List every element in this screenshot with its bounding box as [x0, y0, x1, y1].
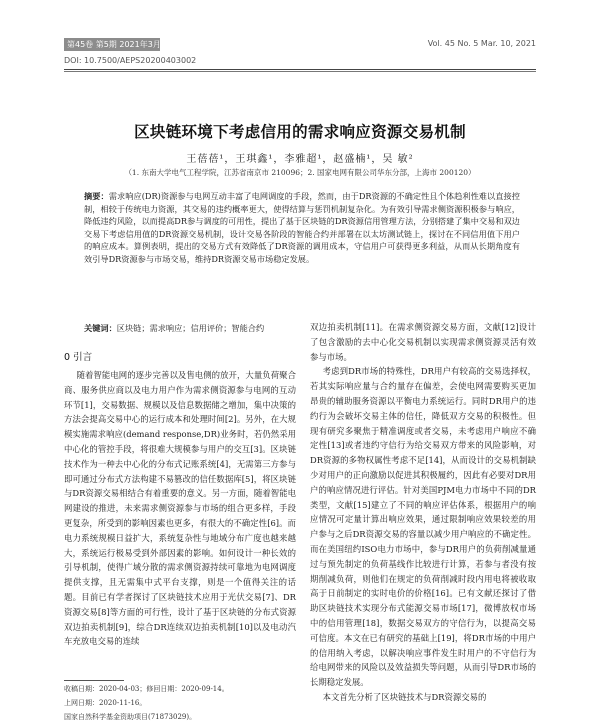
header-rule	[64, 69, 536, 70]
footnote-fund: 国家自然科学基金资助项目(71873029)。	[64, 713, 197, 721]
paragraph: 考虑到DR市场的特殊性，DR用户有较高的交易选择权，若其实际响应量与合约量存在偏差，会使电网需要购买更加昂贵的辅助服务资源以平衡电力系统运行。同时DR用户的违约行为会破坏交易主体的信任，降低双方交易的积极性。但现有研究多聚焦于精准调度或者交易，未考虑用户响应不确定性[13]或者违约守信行为给交易双方带来的风险影响，对DR资源的多物权属性考虑不足[14]，从而设计的交易机制缺少对用户的正向激励以促进其积极履约，因此有必要对DR用户的响应情况进行评估。针对美国PJM电力市场中不同的DR类型，文献[15]建立了不同的响应评估体系，根据用户的响应情况可定量计算出响应效果，通过限制响应效果较差的用户参与之后DR资源交易的容量以减少用户响应的不确定性。而在美国纽约ISO电力市场中，参与DR用户的负荷削减量通过与预先制定的负荷基线作比较进行计算，若参与者没有按期削减负荷，则他们在规定的负荷削减时段内用电将被收取高于日前制定的实时电价的价格[16]。已有文献还探讨了借助区块链技术实现分布式能源交易市场[17]，微博放权市场中的信用管理[18]，数据交易双方的守信行为，以提高交易可信度。本文在已有研究的基础上[19]，将DR市场的中用户的信用纳入考虑，以解决响应事件发生时用户的不守信行为给电网带来的风险以及效益损失等问题，从而引导DR市场的长期稳定发展。	[310, 366, 536, 688]
header-rule-thin	[64, 71, 536, 72]
footnote-online: 上网日期：2020-11-16。	[64, 699, 147, 707]
abstract-label: 摘要：	[84, 191, 109, 201]
body-column-left: 随着智能电网的逐步完善以及售电侧的放开，大量负荷聚合商、服务供应商以及电力用户作为需求侧资源参与电网的互动环节[1]，交易数据、规模以及信息数据储之增加，集中决策的方法会提高交易中心的运行成本和处理时间[2]。另外，在大规模实施需求响应(demand response,DR)业务时，若仍然采用中心化的管控手段，将很难大规模参与用户的交互[3]。区块链技术作为一种去中心化的分布式记账系统[4]，无需第三方参与即可通过分布式方法构建不易篡改的信任数据库[5]，将区块链与DR资源交易相结合有着重要的意义。另一方面，随着智能电网建设的推进，未来需求侧资源参与市场的组合更多样，手段更复杂，所受到的影响因素也更多，有很大的不确定性[6]。而电力系统规模日益扩大，系统复杂性与地域分布广度也越来越大，系统运行极易受到外部因素的影响。如何设计一种长效的引导机制，使得广域分散的需求侧资源持续可靠地为电网调度提供支撑，且无需集中式平台支撑，则是一个值得关注的话题。目前已有学者探讨了区块链技术应用于光伏交易[7]、DR资源交易[8]等方面的可行性，设计了基于区块链的分布式资源双边拍卖机制[9]，综合DR连续双边拍卖机制[10]以及电动汽车充放电交易的连续	[64, 370, 296, 647]
paragraph: 双边拍卖机制[11]。在需求侧资源交易方面，文献[12]设计了包含激励的去中心化交易机制以实现需求侧资源灵活有效参与市场。	[310, 322, 536, 362]
section-heading: 0 引言	[64, 352, 93, 363]
body-column-right	[310, 320, 536, 705]
footnote-received: 收稿日期：2020-04-03；修回日期：2020-09-14。	[64, 685, 229, 693]
keywords-label: 关键词：	[84, 323, 117, 333]
affiliation: （1. 东南大学电气工程学院，江苏省南京市 210096；2. 国家电网有限公司华东分部，上海市 200120）	[124, 168, 476, 177]
journal-issue-english: Vol. 45 No. 5 Mar. 10, 2021	[427, 39, 536, 48]
doi: DOI: 10.7500/AEPS20200403002	[64, 56, 197, 65]
paragraph: 本文首先分析了区块链技术与DR资源交易的	[322, 691, 487, 702]
footnote-rule	[64, 680, 124, 681]
paper-title: 区块链环境下考虑信用的需求响应资源交易机制	[134, 123, 466, 141]
author-list: 王蓓蓓¹，王琪鑫¹，李雅超¹，赵盛楠¹，吴 敏²	[186, 154, 414, 165]
journal-issue-banner: 第45卷 第5期 2021年3月10日	[64, 38, 160, 51]
abstract	[84, 190, 520, 266]
keywords-text: 区块链；需求响应；信用评价；智能合约	[116, 323, 265, 333]
abstract-text: 需求响应(DR)资源参与电网互动丰富了电网调度的手段，然而，由于DR资源的不确定性且个体趋利性难以直接控制，相较于传统电力资源，其交易的违约概率更大，使得结算与惩罚机制复杂化。为有效引导需求侧资源积极参与响应，降低违约风险，以而提高DR参与调度的可用性，提出了基于区块链的DR资源信用管理方法，分别搭建了集中交易和双边交易下考虑信用值的DR资源交易机制，设计交易各阶段的智能合约并部署在以太坊测试链上，探讨在不同信用值下用户的响应成本。算例表明，提出的交易方式有效降低了DR资源的调用成本，守信用户可获得更多利益，从而从长期角度有效引导DR资源参与市场交易，维持DR资源交易市场稳定发展。	[84, 191, 520, 264]
